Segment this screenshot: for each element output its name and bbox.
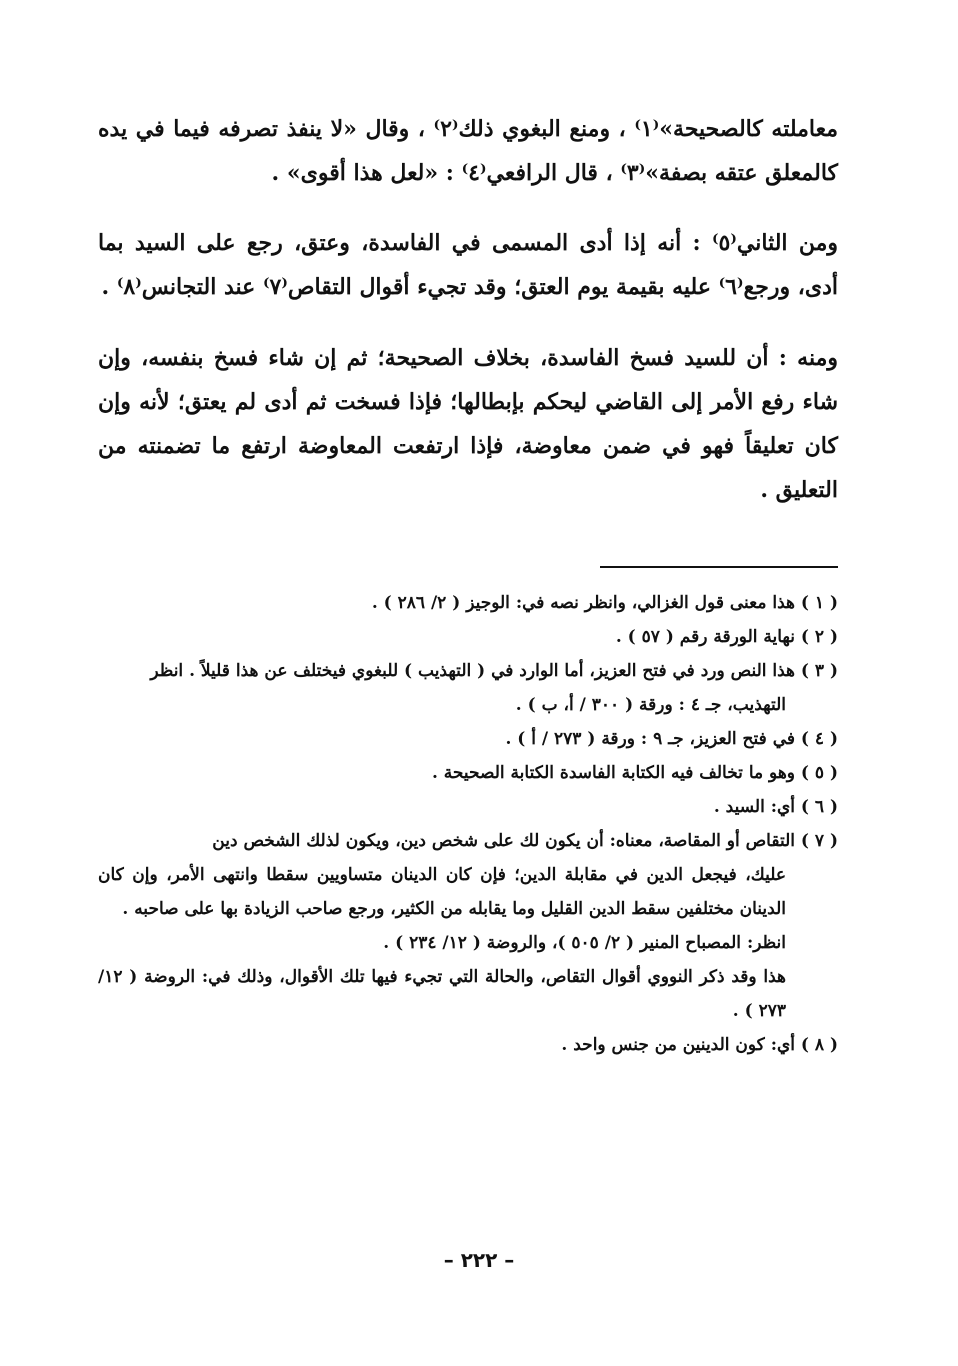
footnote-4: ( ٤ ) في فتح العزيز، جـ ٩ : ورقة ( ٢٧٣ / أ ) . xyxy=(505,729,838,749)
page-number: – ٢٢٢ – xyxy=(443,1248,515,1272)
footnote-3: ( ٣ ) هذا النص ورد في فتح العزيز، أما الوارد في ( التهذيب ) للبغوي فيختلف عن هذا قليلاً . انظر xyxy=(150,661,838,681)
body-paragraph-3: ومنه : أن للسيد فسخ الفاسدة، بخلاف الصحيحة؛ ثم إن شاء فسخ بنفسه، وإن شاء رفع الأمر إلى القاضي ليحكم بإبطالها؛ فإذا فسخت ثم أدى لم يعتق؛ لأنه وإن كان تعليقاً فهو في ضمن معاوضة، فإذا ارتفعت المعاوضة ارتفع ما تضمنته من التعليق . xyxy=(98,345,838,503)
footnote-1: ( ١ ) هذا معنى قول الغزالي، وانظر نصه في: الوجيز ( ٢/ ٢٨٦ ) . xyxy=(371,593,838,613)
footnote-8: ( ٨ ) أي: كون الدينين من جنس واحد . xyxy=(561,1035,838,1055)
footnote-3-continuation: التهذيب، جـ ٤ : ورقة ( ٣٠٠ / أ، ب ) . xyxy=(515,695,786,715)
footnote-7-note: هذا وقد ذكر النووي أقوال التقاص، والحالة التي تجيء فيها تلك الأقوال، وذلك في: الروضة ( ١٢/ ٢٧٣ ) . xyxy=(98,967,786,1021)
footnote-7-continuation: عليك، فيجعل الدين في مقابلة الدين؛ فإن كان الدينان متساويين سقطا وانتهى الأمر، وإن كان الدينان مختلفين سقط الدين القليل وما يقابله من الكثير، ورجع صاحب الزيادة بها على صاحبه . xyxy=(98,865,786,919)
footnote-7-see-also: انظر: المصباح المنير ( ٢/ ٥٠٥ )، والروضة ( ١٢/ ٢٣٤ ) . xyxy=(383,933,786,953)
footnotes-section xyxy=(98,586,838,1062)
footnote-2: ( ٢ ) نهاية الورقة رقم ( ٥٧ ) . xyxy=(615,627,838,647)
footnote-7: ( ٧ ) التقاص أو المقاصة، معناه: أن يكون لك على شخص دين، ويكون لذلك الشخص دين xyxy=(212,831,838,851)
footnote-6: ( ٦ ) أي: السيد . xyxy=(713,797,838,817)
footnote-5: ( ٥ ) وهو ما تخالف فيه الكتابة الفاسدة الكتابة الصحيحة . xyxy=(431,763,838,783)
body-paragraph-2: ومن الثاني⁽٥⁾ : أنه إذا أدى المسمى في الفاسدة، وعتق، رجع على السيد بما أدى، ورجع⁽٦⁾ عليه بقيمة يوم العتق؛ وقد تجيء أقوال التقاص⁽٧⁾ عند التجانس⁽٨⁾ . xyxy=(98,230,839,300)
footnote-separator xyxy=(600,566,838,568)
body-paragraph-1: معاملته كالصحيحة»⁽١⁾ ، ومنع البغوي ذلك⁽٢⁾ ، وقال «لا ينفذ تصرفه فيما في يده كالمعلق عتقه بصفة»⁽٣⁾ ، قال الرافعي⁽٤⁾ : «لعل هذا أقوى» . xyxy=(98,116,839,186)
